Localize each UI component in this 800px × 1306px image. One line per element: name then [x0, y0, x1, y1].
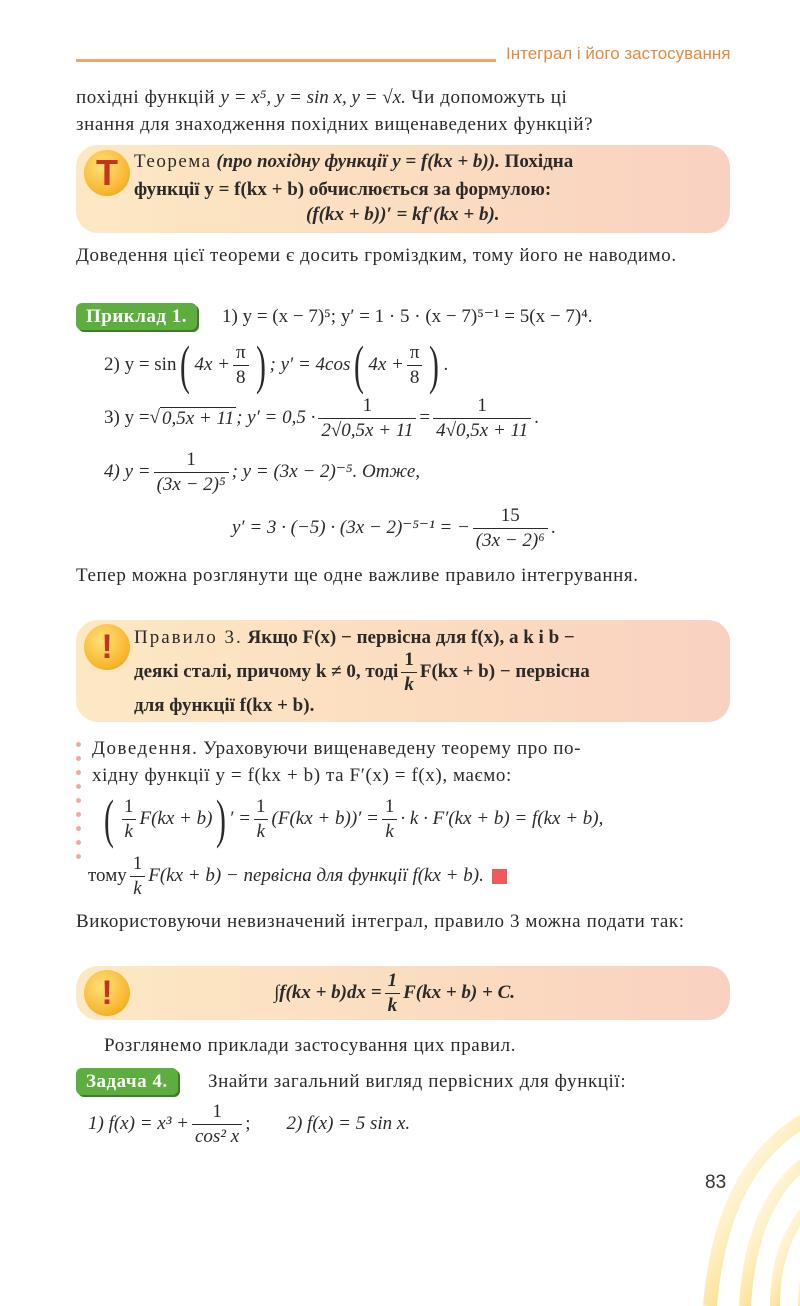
frac-num: 1 [404, 648, 414, 670]
integral-formula [274, 966, 515, 1020]
frac-num: 1 [132, 852, 143, 874]
item3-period: . [534, 407, 539, 428]
example-1-item-4-line-2 [232, 502, 556, 554]
exclamation-icon: ! [84, 624, 130, 670]
frac-num: 1 [256, 795, 266, 817]
proof-label: Доведення. [92, 738, 199, 759]
rule-3-line-1: Якщо F(x) − первісна для f(x), а k і b − [247, 627, 575, 648]
example-1-item-2 [104, 335, 449, 395]
paren-open: ( [180, 335, 191, 395]
frac-den: k [385, 993, 401, 1017]
task-4-fraction [192, 1101, 242, 1148]
proof-fraction-2 [253, 796, 269, 843]
example-1-tag: Приклад 1. [76, 303, 197, 330]
theorem-text [134, 148, 718, 204]
proof-line-3b: F(kx + b) − первісна для функції f(kx + b). [148, 865, 484, 886]
header-rule [76, 59, 496, 62]
equals: = [419, 407, 431, 428]
item3-prefix: 3) y = [104, 407, 150, 428]
integral-intro: Використовуючи невизначений інтеграл, правило 3 можна подати так: [76, 911, 685, 932]
item4-fraction-2 [473, 505, 548, 552]
rule-3-text-b2: F(kx + b) − первісна [419, 661, 590, 682]
item4-prefix: 4) y = [104, 461, 151, 482]
frac-den: k [382, 819, 396, 843]
item3-radicand: 0,5x + 11 [161, 407, 235, 429]
theorem-statement-b: функції y = f(kx + b) обчислюється за формулою: [134, 179, 552, 200]
frac-den: 8 [407, 365, 423, 389]
example-1-item-4 [104, 446, 420, 498]
rule-3-label: Правило 3. [134, 627, 243, 648]
intro-text-c: знання для знаходження похідних вищенаведених функцій? [76, 114, 594, 135]
paren-close: ) [255, 335, 266, 395]
intro-paragraph [76, 84, 730, 138]
item4-period: . [550, 517, 556, 538]
integral-left: ∫f(kx + b)dx = [274, 982, 382, 1003]
qed-square-icon [492, 869, 507, 884]
item4-fraction [154, 449, 229, 496]
rule-3-text-b1: деякі сталі, причому k ≠ 0, тоді [134, 661, 399, 682]
paren-open-2: ( [354, 335, 365, 395]
theorem-statement-a: Похідна [504, 151, 574, 172]
item4-tail: ; y = (3x − 2)⁻⁵. Отже, [231, 461, 421, 482]
proof-note: Доведення цієї теореми є досить громіздким, тому його не наводимо. [76, 245, 677, 266]
frac-num: 1 [212, 1100, 222, 1122]
frac-num: 1 [477, 394, 487, 416]
proof-formula-d: · k · F′(kx + b) = f(kx + b), [400, 808, 604, 829]
item2-arg-2: 4x + [368, 354, 404, 375]
running-header: Інтеграл і його застосування [506, 44, 731, 63]
theorem-title: (про похідну функції y = f(kx + b)). [216, 151, 500, 172]
example-1-item-3 [104, 392, 539, 444]
integral-right: F(kx + b) + C. [403, 982, 515, 1003]
task-4-item-1-end: ; [245, 1113, 251, 1134]
rule-3-text [134, 624, 718, 720]
proof-fraction-3 [382, 796, 398, 843]
proof-line-1: Ураховуючи вищенаведену теорему про по- [203, 738, 582, 759]
proof-fraction-1 [121, 796, 137, 843]
item4-derivative: y′ = 3 · (−5) · (3x − 2)⁻⁵⁻¹ = − [232, 517, 470, 538]
task-4-text: Знайти загальний вигляд первісних для функції: [208, 1071, 627, 1092]
pi-over-8-fraction [233, 342, 249, 389]
item2-derivative: ; y′ = 4cos [269, 354, 351, 375]
integral-fraction [385, 970, 401, 1017]
frac-den: (3x − 2)⁶ [473, 528, 548, 552]
frac-den: k [254, 819, 268, 843]
rule-3-line-3: для функції f(kx + b). [134, 695, 315, 716]
decorative-swirl-icon [570, 1066, 800, 1306]
proof-line-2: хідну функції y = f(kx + b) та F′(x) = f(x), маємо: [92, 765, 512, 786]
frac-num: π [235, 341, 246, 363]
intro-text-a: похідні функцій [76, 87, 221, 108]
paren-close: ) [216, 789, 227, 849]
proof-formula-a: F(kx + b) [139, 808, 213, 829]
intro-text-b: Чи допоможуть ці [405, 87, 568, 108]
frac-den: 8 [233, 365, 249, 389]
frac-den: cos² x [192, 1124, 242, 1148]
frac-den: 4√0,5x + 11 [433, 418, 531, 442]
examples-intro: Розглянемо приклади застосування цих правил. [104, 1035, 517, 1056]
theorem-icon: T [84, 150, 130, 196]
sqrt-icon: √ [149, 407, 160, 428]
item3-fraction-2 [433, 395, 531, 442]
frac-den: (3x − 2)⁵ [154, 472, 229, 496]
frac-den: 2√0,5x + 11 [318, 418, 416, 442]
item2-tail: . [443, 354, 449, 375]
proof-formula [100, 790, 603, 848]
task-4-item-2: 2) f(x) = 5 sin x. [286, 1113, 411, 1134]
example-1-item-1: 1) y = (x − 7)⁵; y′ = 1 · 5 · (x − 7)⁵⁻¹ = 5(x − 7)⁴. [222, 306, 593, 327]
proof-line-3a: тому [88, 865, 127, 886]
intro-math: y = x⁵, y = sin x, y = √x. [220, 87, 406, 108]
frac-den: k [401, 672, 417, 696]
proof-formula-c: (F(kx + b))′ = [271, 808, 379, 829]
proof-formula-b: ′ = [230, 808, 251, 829]
theorem-formula: (f(kx + b))′ = kf′(kx + b). [306, 204, 500, 225]
frac-den: k [130, 876, 144, 900]
frac-num: 1 [362, 394, 373, 416]
pi-over-8-fraction-2 [407, 342, 423, 389]
rule-3-line-2 [134, 648, 718, 695]
frac-num: 15 [500, 504, 520, 526]
frac-den: k [122, 819, 136, 843]
item3-fraction-1 [318, 395, 416, 442]
item2-arg: 4x + [194, 354, 230, 375]
frac-num: 1 [186, 448, 196, 470]
paren-open: ( [104, 789, 114, 849]
proof-conclusion [88, 850, 507, 902]
frac-num: 1 [387, 969, 398, 991]
transition-paragraph: Тепер можна розглянути ще одне важливе правило інтегрування. [76, 565, 639, 586]
item3-mid: ; y′ = 0,5 · [236, 407, 316, 428]
task-4-tag: Задача 4. [76, 1068, 178, 1095]
frac-num: π [409, 341, 420, 363]
proof-text [92, 735, 730, 789]
proof-margin-dots [76, 742, 84, 868]
proof-fraction-4 [130, 853, 146, 900]
item2-prefix: 2) y = sin [104, 354, 177, 375]
exclamation-icon-2: ! [84, 970, 130, 1016]
frac-num: 1 [384, 795, 395, 817]
task-4-item-1: 1) f(x) = x³ + [88, 1113, 189, 1134]
theorem-label: Теорема [134, 151, 212, 172]
frac-num: 1 [123, 795, 134, 817]
one-over-k-fraction [401, 649, 417, 696]
page-number: 83 [705, 1172, 727, 1193]
paren-close-2: ) [429, 335, 440, 395]
task-4-items [88, 1098, 410, 1150]
